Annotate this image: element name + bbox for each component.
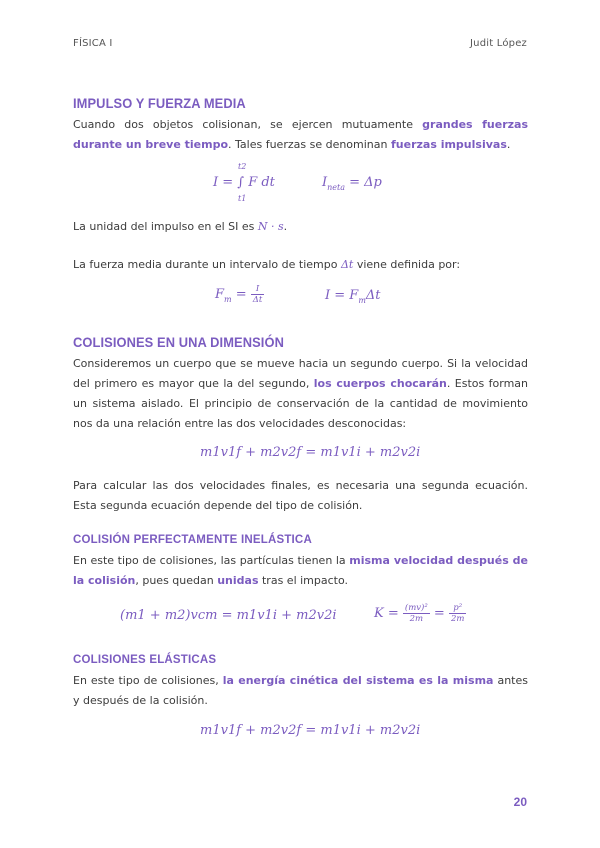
impulse-integral-equation: I = ∫ F dt [213,175,275,190]
average-force-equation: $F_m$ = $\frac{I}{\Delta t}$ [215,284,263,305]
integral-lower-limit: t1 [238,194,247,203]
section-title-colisiones: COLISIONES EN UNA DIMENSIÓN [73,334,284,350]
paragraph-second-equation: Para calcular las dos velocidades finales, es necesaria una segunda ecuación. Esta segunda ecuación depende del tipo de colisión. [73,479,528,512]
momentum-conservation-equation: m1v1f + m2v2f = m1v1i + m2v2i [200,445,421,460]
subsection-title-elasticas: COLISIONES ELÁSTICAS [73,654,217,666]
paragraph-average-force: La fuerza media durante un intervalo de tiempo Δt viene definida por: [73,258,461,271]
kinetic-energy-equation: K = $\frac{\text{(mv)²}}{2m}$ = $\frac{\text{p²}}{2m}$ [374,603,465,624]
paragraph-colisiones-intro: Consideremos un cuerpo que se mueve hacia un segundo cuerpo. Si la velocidad del primero es mayor que la del segundo, los cuerpos chocarán. Estos forman un sistema aislado. El principio de conservación de la cantidad de movimiento nos da una relación entre las dos velocidades desconocidas: [73,357,529,430]
paragraph-inelastica: En este tipo de colisiones, las partículas tienen la misma velocidad después de la colisión, pues quedan unidas tras el impacto. [73,554,528,587]
paragraph-impulso-intro: Cuando dos objetos colisionan, se ejercen mutuamente grandes fuerzas durante un breve tiempo. Tales fuerzas se denominan fuerzas impulsivas. [73,118,528,151]
page-number: 20 [513,795,527,809]
elastic-momentum-equation: m1v1f + m2v2f = m1v1i + m2v2i [200,723,421,738]
integral-upper-limit: t2 [238,162,247,171]
net-impulse-equation: $I_{neta} = \Delta p$ [322,175,382,192]
header-subject: FÍSICA I [73,38,113,49]
section-title-impulso: IMPULSO Y FUERZA MEDIA [73,95,246,111]
paragraph-elasticas: En este tipo de colisiones, la energía cinética del sistema es la misma antes y después de la colisión. [73,674,528,707]
paragraph-impulse-unit: La unidad del impulso en el SI es N · s. [73,220,288,233]
header-author: Judit López [470,38,527,49]
subsection-title-inelastica: COLISIÓN PERFECTAMENTE INELÁSTICA [73,534,312,546]
impulse-average-force-equation: $I = F_m\Delta t$ [325,288,381,305]
inelastic-momentum-equation: (m1 + m2)vcm = m1v1i + m2v2i [120,608,337,623]
